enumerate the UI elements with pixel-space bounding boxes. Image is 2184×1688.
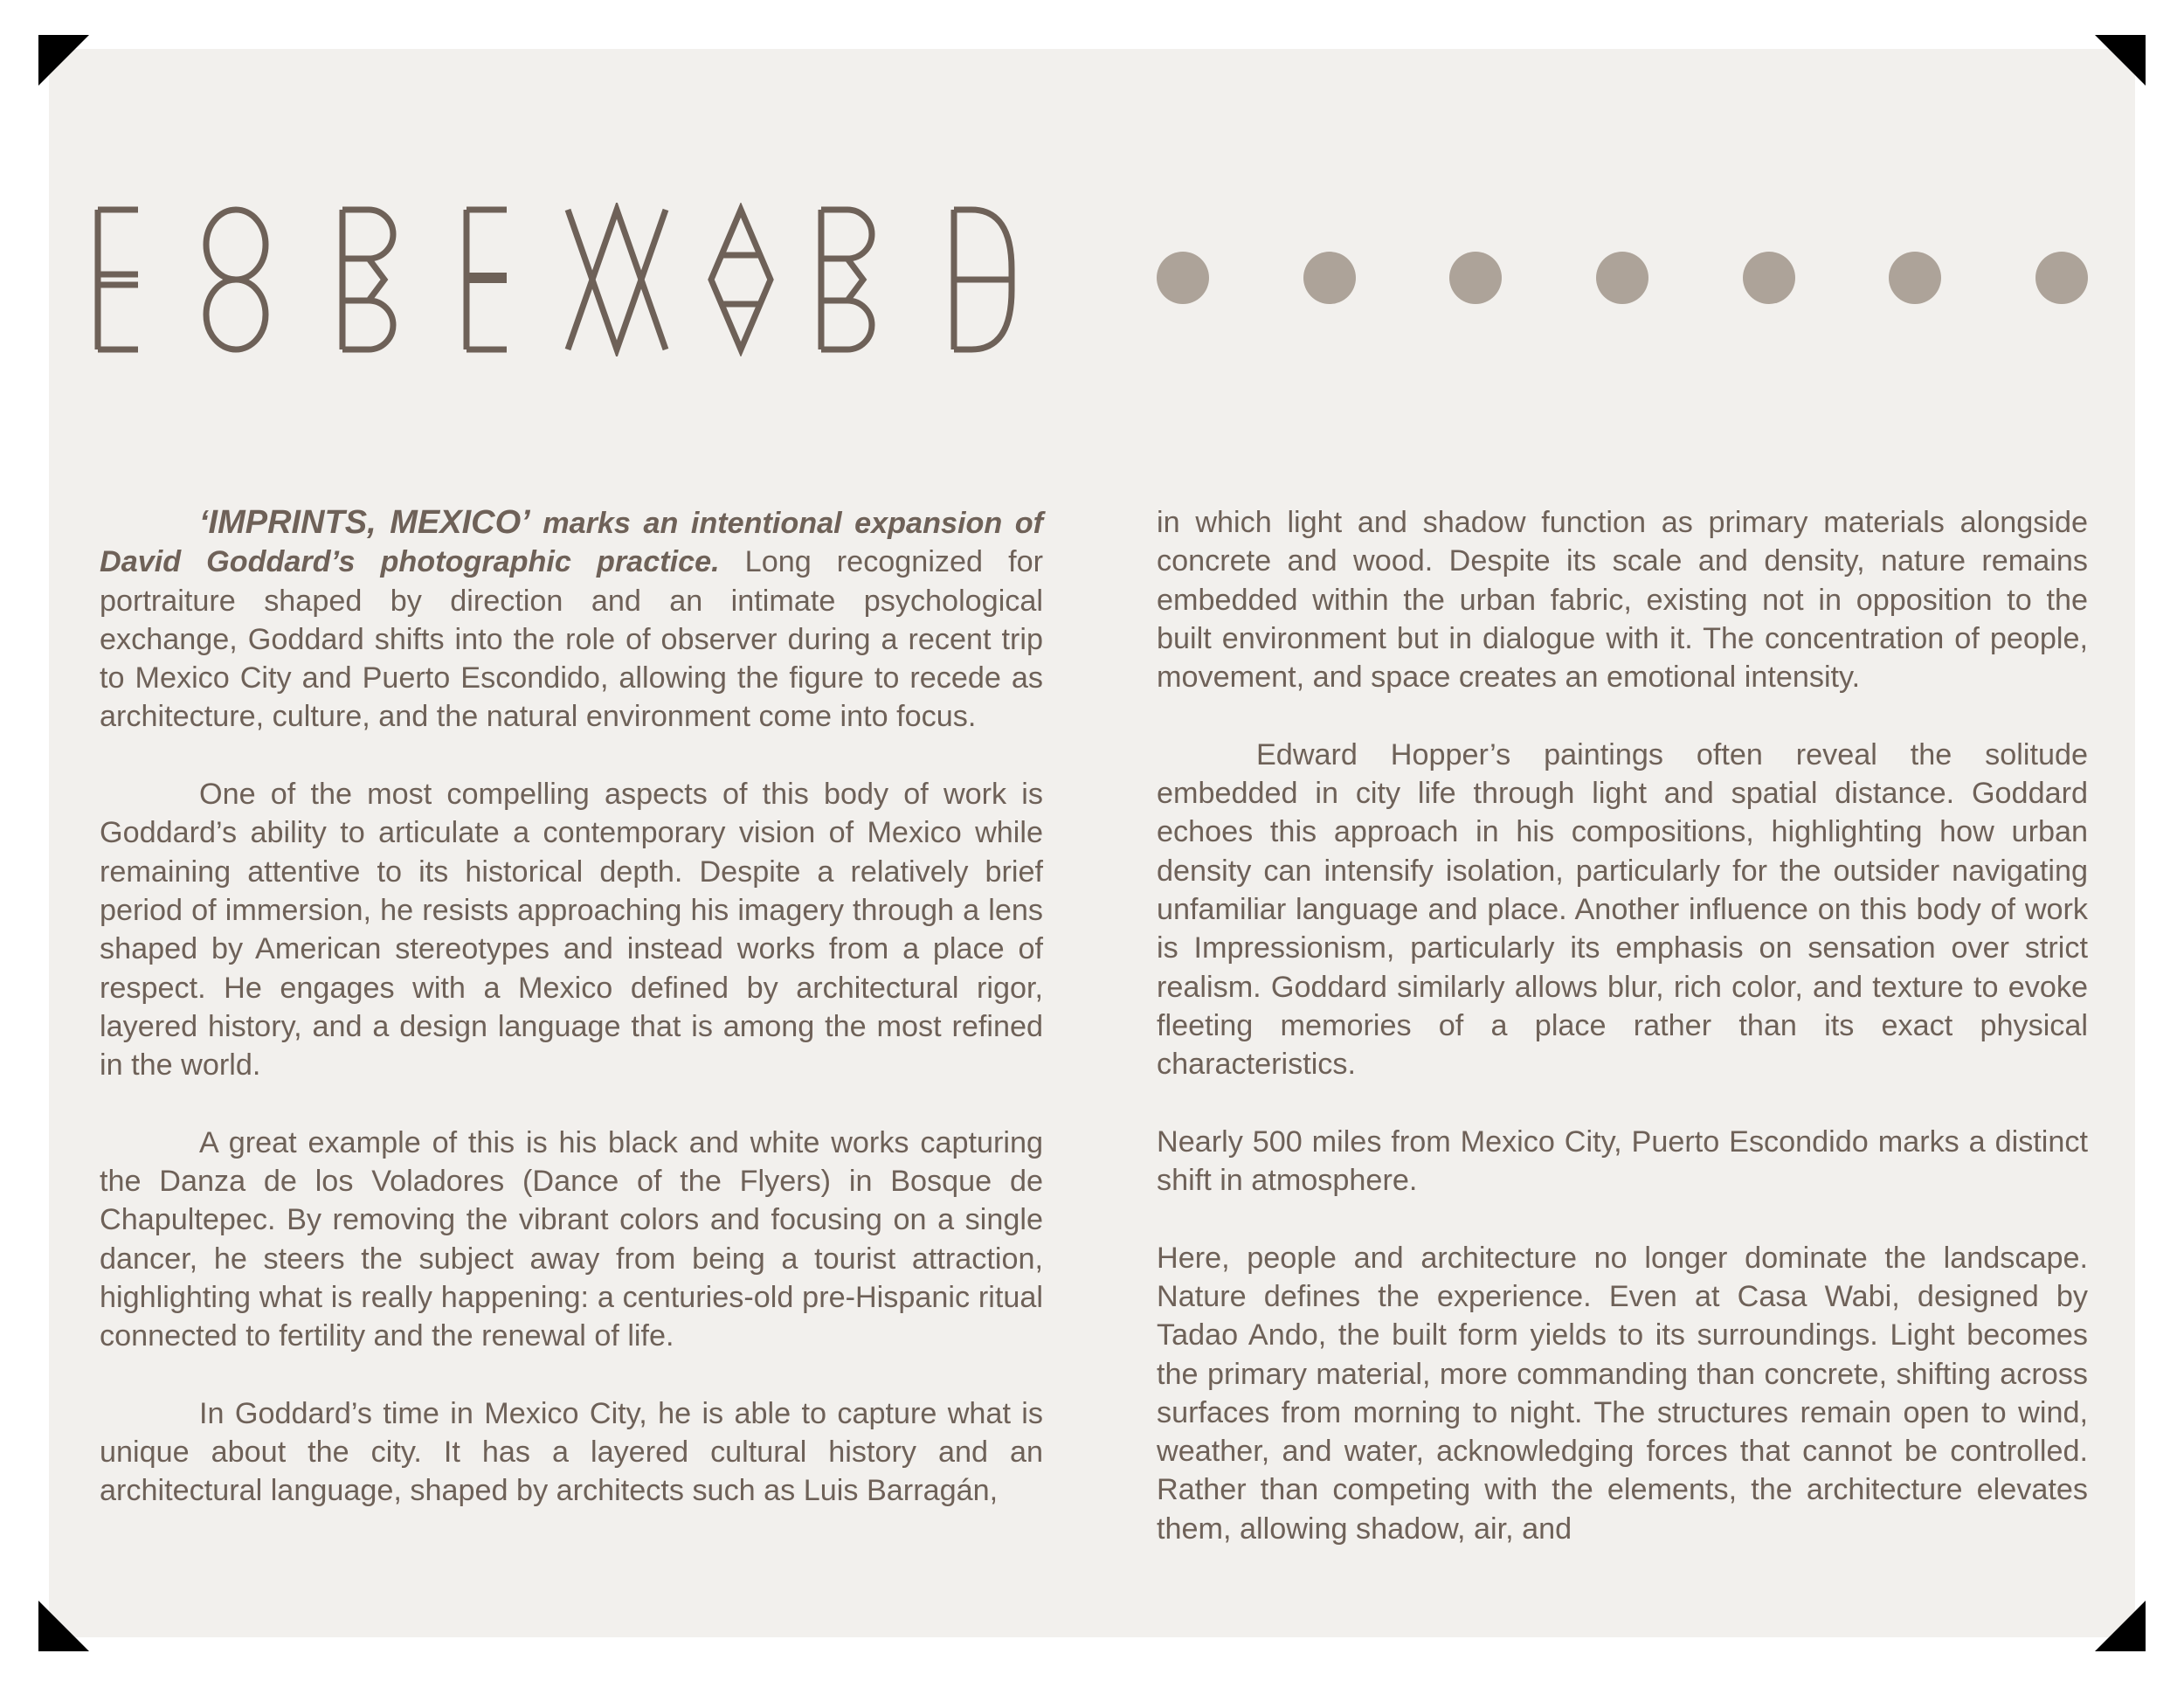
corner-mount-bottom-right-icon [2095,1601,2146,1651]
decorative-dot [1303,252,1356,304]
lead-title: ‘IMPRINTS, MEXICO’ [199,504,530,541]
corner-mount-top-right-icon [2095,35,2146,86]
paragraph-body: Long recognized for portraiture shaped by direction and an intimate psychological exchange, Goddard shifts into the role of observer during a recent trip to Mexico City and Puerto Escondido, allowing the figure to recede as architecture, culture, and the natural environment come into focus. [100,545,1043,734]
title-letter-r2 [821,210,872,349]
paragraph: Edward Hopper’s paintings often reveal the solitude embedded in city life through light and spatial distance. Goddard echoes this approach in his compositions, highlighting how urban density can intensify isolation, particularly for the outsider navigating unfamiliar language and place. Another influence on this body of work is Impressionism, particularly its emphasis on sensation over strict realism. Goddard similarly allows blur, rich color, and texture to evoke fleeting memories of a place rather than its exact physical characteristics. [1157,737,2088,1082]
corner-mount-bottom-left-icon [38,1601,89,1651]
corner-mount-top-left-icon [38,35,89,86]
title-letter-o [206,210,266,349]
title-letter-r [342,210,393,349]
decorative-dot-row [1157,252,2088,304]
paragraph: One of the most compelling aspects of this body of work is Goddard’s ability to articulate a contemporary vision of Mexico while remaining attentive to its historical depth. Despite a relatively brief period of immersion, he resists approaching his imagery through a lens shaped by American stereotypes and instead works from a place of respect. He engages with a Mexico defined by architectural rigor, layered history, and a design language that is among the most refined in the world. [100,778,1043,1083]
text-column-left [100,503,1043,1511]
decorative-dot [1743,252,1795,304]
decorative-dot [1596,252,1648,304]
paragraph: In Goddard’s time in Mexico City, he is able to capture what is unique about the city. It has a layered cultural history and an architectural language, shaped by architects such as Luis Barragán, [100,1396,1043,1508]
title-letter-f [98,210,138,349]
page-title [89,203,1033,356]
paragraph [100,503,1043,737]
paragraph: Here, people and architecture no longer dominate the landscape. Nature defines the experience. Even at Casa Wabi, designed by Tadao Ando, the built form yields to its surroundings. Light becomes the primary material, more commanding than concrete, shifting across surfaces from morning to night. The structures remain open to wind, weather, and water, acknowledging forces that cannot be controlled. Rather than competing with the elements, the architecture elevates them, allowing shadow, air, and [1157,1241,2088,1546]
decorative-dot [1157,252,1209,304]
paragraph: in which light and shadow function as primary materials alongside concrete and wood. Despite its scale and density, nature remains embedded within the urban fabric, existing not in opposition to the built environment but in dialogue with it. The concentration of people, movement, and space creates an emotional intensity. [1157,506,2088,695]
text-column-right [1157,503,2088,1548]
title-letter-e [467,210,507,349]
decorative-dot [2035,252,2088,304]
paragraph: A great example of this is his black and white works capturing the Danza de los Voladores (Dance of the Flyers) in Bosque de Chapultepec. By removing the vibrant colors and focusing on a single dancer, he steers the subject away from being a tourist attraction, highlighting what is really happening: a centuries-old pre-Hispanic ritual connected to fertility and the renewal of life. [100,1125,1043,1353]
lead-sentence: marks an intentional expansion of David Goddard’s photographic practice. [100,507,1043,579]
decorative-dot [1889,252,1941,304]
title-letter-a [711,210,771,349]
decorative-dot [1449,252,1502,304]
title-lettering-graphic [89,203,1033,356]
paragraph: Nearly 500 miles from Mexico City, Puerto Escondido marks a distinct shift in atmosphere. [1157,1124,2088,1198]
title-letter-w [568,210,666,349]
title-letter-d [954,210,1012,349]
